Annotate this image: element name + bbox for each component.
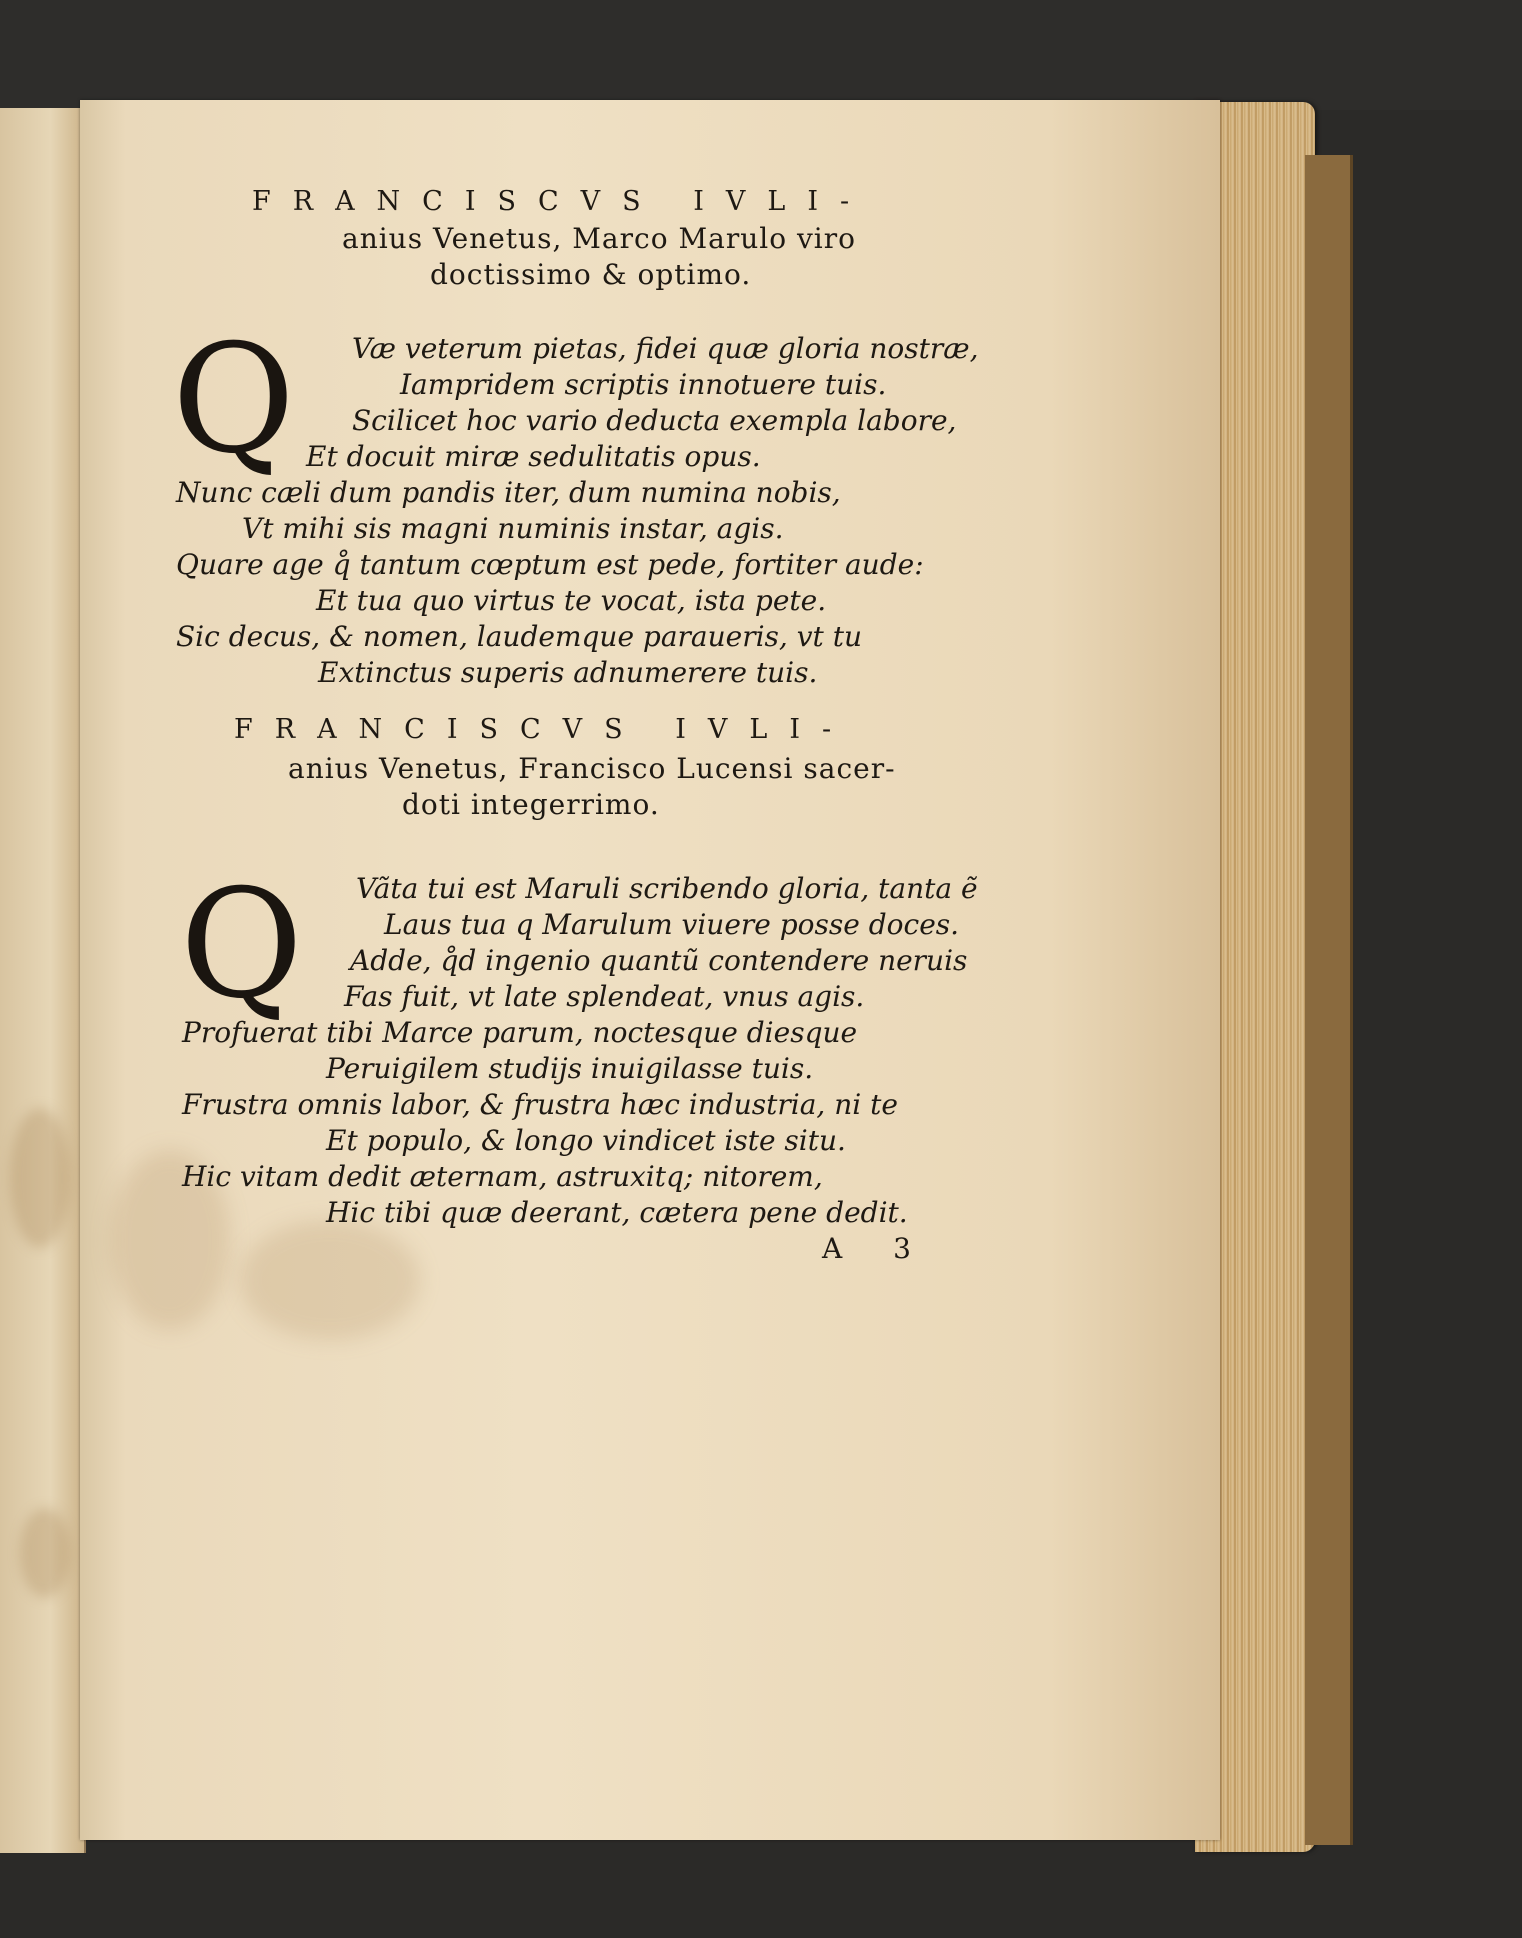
poem1-line: Vt mihi sis magni numinis instar, agis. <box>242 512 784 545</box>
poem1-heading-line3: doctissimo & optimo. <box>430 258 752 291</box>
poem1-line: Scilicet hoc vario deducta exempla labore, <box>352 404 957 437</box>
poem2-line: Profuerat tibi Marce parum, noctesque diesque <box>182 1016 858 1049</box>
poem2-line: Et populo, & longo vindicet iste situ. <box>326 1124 846 1157</box>
book-cover-edge <box>1305 155 1353 1845</box>
poem1-line: Quare age q̊ tantum cœptum est pede, fortiter aude: <box>176 548 924 581</box>
poem2-line: Adde, q̊d ingenio quantũ contendere neruis <box>350 944 968 977</box>
left-page-edge <box>0 108 86 1853</box>
poem2-heading-line1: FRANCISCVS IVLI- <box>234 714 854 745</box>
poem1-line: Væ veterum pietas, fidei quæ gloria nostræ, <box>352 332 979 365</box>
poem1-line: Iampridem scriptis innotuere tuis. <box>400 368 887 401</box>
poem1-heading-line1: FRANCISCVS IVLI- <box>252 186 872 217</box>
poem2-drop-cap: Q <box>180 858 303 1032</box>
poem1-line: Sic decus, & nomen, laudemque paraueris, vt tu <box>176 620 862 653</box>
poem2-heading <box>234 712 853 748</box>
poem2-line: Fas fuit, vt late splendeat, vnus agis. <box>344 980 865 1013</box>
poem1-heading-line2: anius Venetus, Marco Marulo viro <box>342 222 856 255</box>
poem2-line: Hic vitam dedit æternam, astruxitq; nitorem, <box>182 1160 823 1193</box>
poem2-heading-line3: doti integerrimo. <box>402 788 660 821</box>
background <box>0 0 1522 110</box>
poem2-line: Laus tua q Marulum viuere posse doces. <box>384 908 960 941</box>
poem1-line: Nunc cæli dum pandis iter, dum numina nobis, <box>176 476 841 509</box>
poem2-line: Hic tibi quæ deerant, cætera pene dedit. <box>326 1196 908 1229</box>
poem2-line: Peruigilem studijs inuigilasse tuis. <box>326 1052 814 1085</box>
poem1-line: Extinctus superis adnumerere tuis. <box>318 656 818 689</box>
poem2-heading-line2: anius Venetus, Francisco Lucensi sacer- <box>288 752 896 785</box>
poem2-line: Vãta tui est Maruli scribendo gloria, tanta ẽ <box>356 872 978 905</box>
signature-mark: A 3 <box>822 1232 912 1265</box>
poem1-drop-cap: Q <box>172 313 295 487</box>
show-through-text <box>200 1320 207 1354</box>
book-page <box>80 100 1220 1840</box>
poem1-line: Et tua quo virtus te vocat, ista pete. <box>316 584 827 617</box>
poem1-line: Et docuit miræ sedulitatis opus. <box>306 440 761 473</box>
poem1-heading <box>252 184 871 220</box>
poem2-line: Frustra omnis labor, & frustra hæc industria, ni te <box>182 1088 898 1121</box>
